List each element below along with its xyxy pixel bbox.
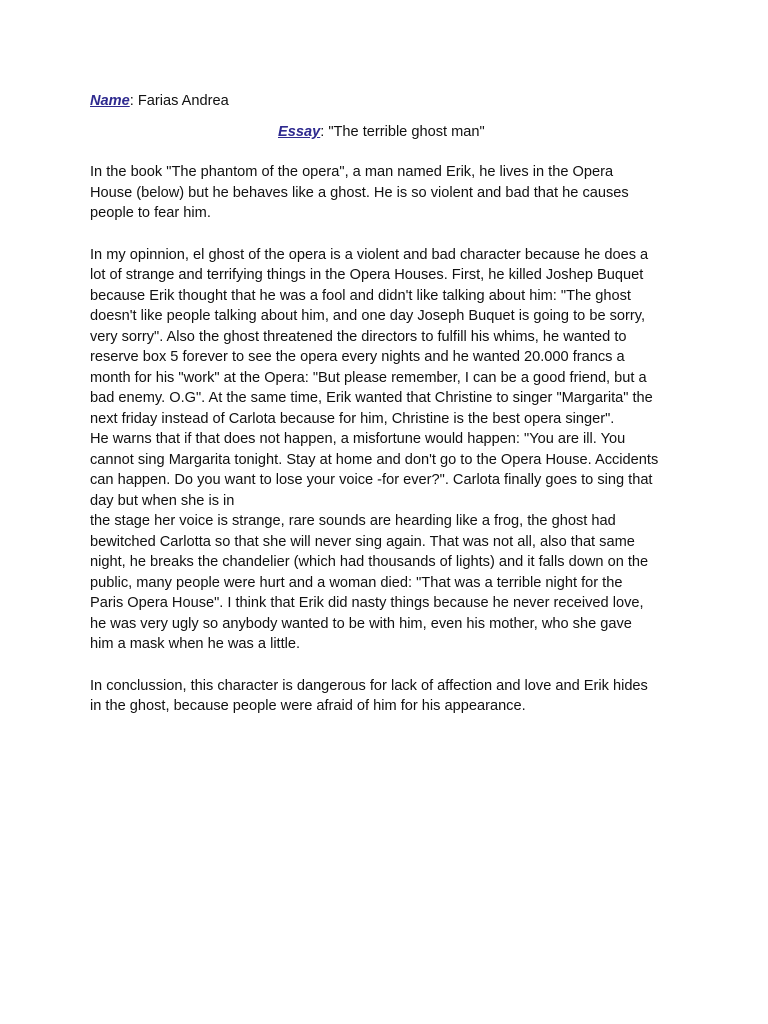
paragraph-line: In the book "The phantom of the opera", a man named Erik, he lives in the Opera bbox=[90, 164, 614, 180]
paragraph-line: House (below) but he behaves like a ghost. He is so violent and bad that he causes bbox=[90, 184, 629, 201]
essay-label: Essay bbox=[278, 124, 321, 140]
paragraph-line: He warns that if that does not happen, a misfortune would happen: "You are ill. You bbox=[90, 431, 626, 447]
author-line bbox=[90, 91, 690, 113]
paragraph-line: the stage her voice is strange, rare sounds are hearding like a frog, the ghost had bbox=[90, 513, 616, 529]
paragraph-line: public, many people were hurt and a woman died: "That was a terrible night for the bbox=[90, 574, 623, 591]
paragraph-line: he was very ugly so anybody wanted to be with him, even his mother, who she gave bbox=[90, 615, 632, 632]
paragraph-line: Paris Opera House". I think that Erik did nasty things because he never received love, bbox=[90, 595, 644, 611]
essay-title: "The terrible ghost man" bbox=[328, 124, 485, 140]
paragraph-conclusion bbox=[90, 676, 690, 717]
essay-body bbox=[90, 91, 690, 717]
paragraph-line: next friday instead of Carlota because for him, Christine is the best opera singer". bbox=[90, 410, 615, 427]
paragraph-line: people to fear him. bbox=[90, 205, 211, 221]
paragraph-line: can happen. Do you want to lose your voice -for ever?". Carlota finally goes to sing that bbox=[90, 472, 653, 488]
paragraph-line: bad enemy. O.G". At the same time, Erik wanted that Christine to singer "Margarita" the bbox=[90, 390, 653, 406]
paragraph-line: day but when she is in bbox=[90, 492, 235, 509]
essay-separator: : bbox=[320, 124, 329, 140]
name-label: Name bbox=[90, 93, 130, 109]
name-separator: : bbox=[129, 93, 138, 109]
essay-title-line bbox=[90, 122, 690, 144]
paragraph-line: in the ghost, because people were afraid of him for his appearance. bbox=[90, 698, 526, 714]
paragraph-line: bewitched Carlotta so that she will never sing again. That was not all, also that same bbox=[90, 533, 635, 550]
paragraph-line: reserve box 5 forever to see the opera every nights and he wanted 20.000 francs a bbox=[90, 349, 625, 365]
paragraph-line: In my opinnion, el ghost of the opera is a violent and bad character because he does a bbox=[90, 246, 649, 263]
paragraph-line: cannot sing Margarita tonight. Stay at home and don't go to the Opera House. Accidents bbox=[90, 451, 659, 468]
author-name: Farias Andrea bbox=[137, 93, 229, 109]
paragraph-line: month for his "work" at the Opera: "But please remember, I can be a good friend, but a bbox=[90, 369, 647, 386]
paragraph-line: night, he breaks the chandelier (which had thousands of lights) and it falls down on the bbox=[90, 554, 649, 570]
paragraph-line: In conclussion, this character is dangerous for lack of affection and love and Erik hides bbox=[90, 677, 648, 694]
paragraph-line: him a mask when he was a little. bbox=[90, 636, 301, 652]
paragraph-line: because Erik thought that he was a fool and didn't like talking about him: "The ghost bbox=[90, 287, 631, 304]
paragraph-line: doesn't like people talking about him, and one day Joseph Buquet is going to be sorry, bbox=[90, 308, 646, 324]
paragraph-introduction bbox=[90, 162, 690, 224]
paragraph-line: lot of strange and terrifying things in the Opera Houses. First, he killed Joshep Buquet bbox=[90, 267, 644, 283]
paragraph-line: very sorry". Also the ghost threatened the directors to fulfill his whims, he wanted to bbox=[90, 328, 627, 345]
paragraph-body bbox=[90, 245, 690, 655]
